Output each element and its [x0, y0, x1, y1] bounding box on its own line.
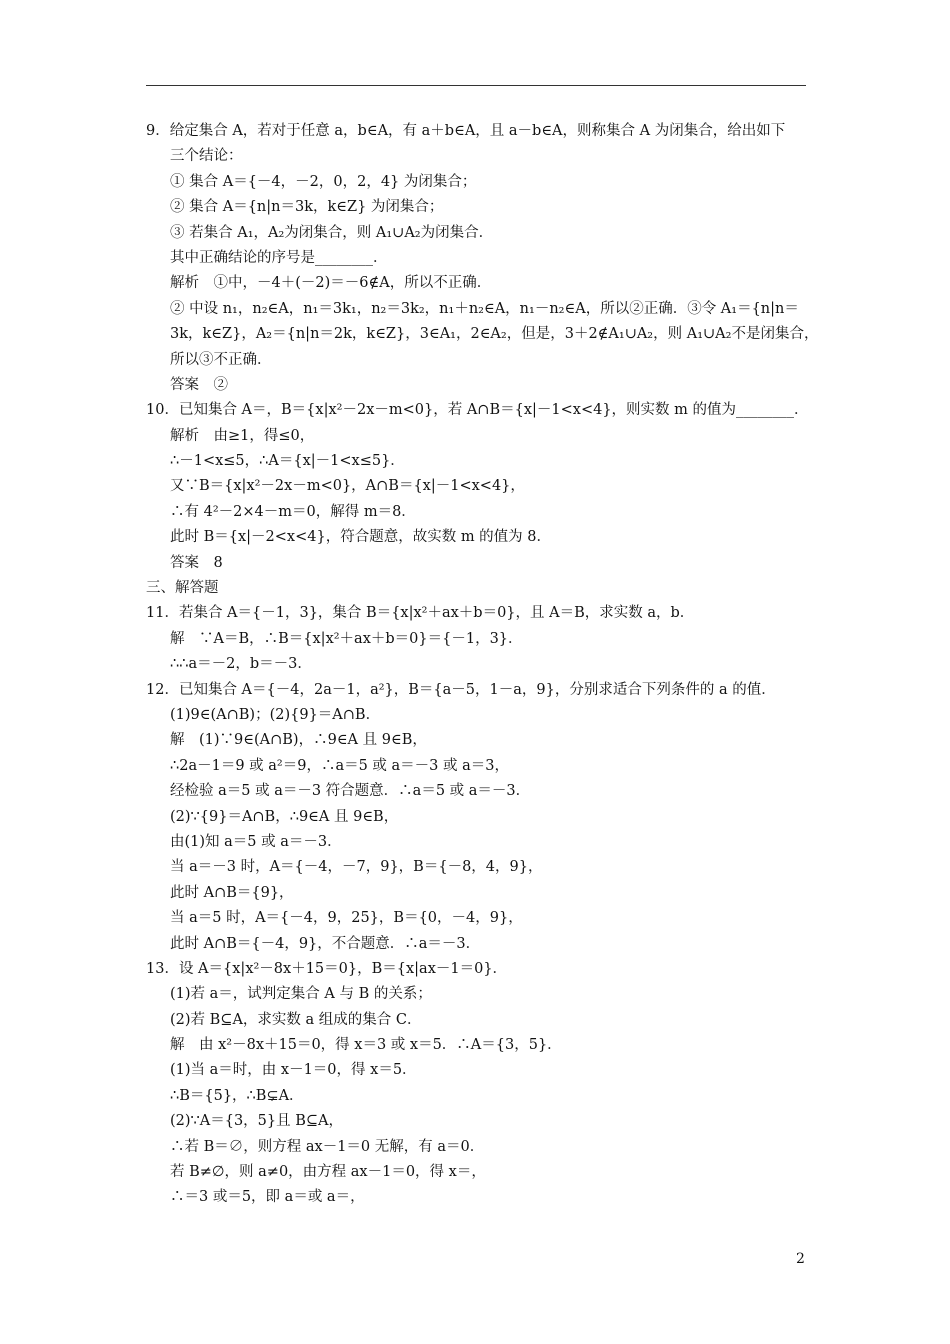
text-line: (1)9∈(A∩B)；(2){9}＝A∩B．: [170, 706, 381, 723]
text-line: ∴若 B＝∅，则方程 ax－1＝0 无解，有 a＝0．: [170, 1138, 485, 1155]
text-line: 3k，k∈Z}，A₂＝{n|n＝2k，k∈Z}，3∈A₁，2∈A₂，但是，3＋2∉A₁∪A₂，则 A₁∪A₂不是闭集合，: [170, 326, 819, 343]
page-number: 2: [796, 1251, 805, 1267]
text-line: ① 集合 A＝{－4，－2，0，2，4} 为闭集合；: [170, 173, 477, 190]
text-line: ② 中设 n₁，n₂∈A，n₁＝3k₁，n₂＝3k₂，n₁＋n₂∈A，n₁－n₂∈A，所以②正确．③令 A₁＝{n|n＝: [170, 300, 799, 317]
text-line: 又∵B＝{x|x²－2x－m<0}，A∩B＝{x|－1<x<4}，: [170, 478, 525, 495]
text-line: ∴有 4²－2×4－m＝0，解得 m＝8．: [170, 503, 416, 520]
text-line: 解 ∵A＝B，∴B＝{x|x²＋ax＋b＝0}＝{－1，3}．: [170, 630, 523, 647]
text-line: 解 由 x²－8x＋15＝0，得 x＝3 或 x＝5．∴A＝{3，5}．: [170, 1037, 562, 1054]
text-line: (2)若 B⊆A，求实数 a 组成的集合 C．: [170, 1011, 422, 1028]
text-line: 三个结论：: [170, 148, 243, 165]
text-line: 解 (1)∵9∈(A∩B)，∴9∈A 且 9∈B，: [170, 732, 427, 749]
text-line: 当 a＝5 时，A＝{－4，9，25}，B＝{0，－4，9}，: [170, 910, 523, 927]
text-line: 若 B≠∅，则 a≠0，由方程 ax－1＝0，得 x＝，: [170, 1164, 486, 1181]
text-line: 其中正确结论的序号是________．: [170, 249, 388, 266]
text-line: ∴∴a＝－2，b＝－3．: [170, 656, 312, 673]
text-line: ② 集合 A＝{n|n＝3k，k∈Z} 为闭集合；: [170, 199, 444, 216]
header-rule: [146, 85, 806, 86]
text-line: 此时 A∩B＝{－4，9}，不合题意．∴a＝－3．: [170, 935, 481, 952]
text-line: 解析 由≥1，得≤0，: [170, 427, 315, 444]
text-line: 当 a＝－3 时，A＝{－4，－7，9}，B＝{－8，4，9}，: [170, 859, 543, 876]
text-line: 三、解答题: [146, 580, 219, 597]
text-line: ∴2a－1＝9 或 a²＝9，∴a＝5 或 a＝－3 或 a＝3，: [170, 757, 509, 774]
text-line: 答案 ②: [170, 376, 228, 393]
text-line: 10．已知集合 A＝，B＝{x|x²－2x－m<0}，若 A∩B＝{x|－1<x<4}，则实数 m 的值为________．: [146, 402, 809, 419]
text-line: (1)若 a＝，试判定集合 A 与 B 的关系；: [170, 986, 432, 1003]
text-line: 此时 A∩B＝{9}，: [170, 884, 294, 901]
text-line: (2)∵{9}＝A∩B，∴9∈A 且 9∈B，: [170, 808, 399, 825]
text-line: ∴B＝{5}，∴B⊊A．: [170, 1087, 304, 1104]
text-line: 11．若集合 A＝{－1，3}，集合 B＝{x|x²＋ax＋b＝0}，且 A＝B，求实数 a，b．: [146, 605, 695, 622]
text-line: 13．设 A＝{x|x²－8x＋15＝0}，B＝{x|ax－1＝0}．: [146, 960, 508, 977]
text-line: (2)∵A＝{3，5}且 B⊆A，: [170, 1113, 344, 1130]
text-line: 此时 B＝{x|－2<x<4}，符合题意，故实数 m 的值为 8．: [170, 529, 552, 546]
text-line: (1)当 a＝时，由 x－1＝0，得 x＝5．: [170, 1062, 417, 1079]
text-line: ∴＝3 或＝5，即 a＝或 a＝，: [170, 1189, 365, 1206]
text-line: ③ 若集合 A₁，A₂为闭集合，则 A₁∪A₂为闭集合．: [170, 224, 494, 241]
text-line: 答案 8: [170, 554, 223, 571]
document-body: [146, 119, 819, 1211]
text-line: 由(1)知 a＝5 或 a＝－3．: [170, 833, 342, 850]
text-line: ∴－1<x≤5，∴A＝{x|－1<x≤5}．: [170, 453, 405, 470]
text-line: 12．已知集合 A＝{－4，2a－1，a²}，B＝{a－5，1－a，9}，分别求适合下列条件的 a 的值．: [146, 681, 776, 698]
text-line: 9．给定集合 A，若对于任意 a，b∈A，有 a＋b∈A，且 a－b∈A，则称集合 A 为闭集合，给出如下: [146, 123, 786, 139]
text-line: 经检验 a＝5 或 a＝－3 符合题意．∴a＝5 或 a＝－3．: [170, 783, 531, 800]
text-line: 所以③不正确．: [170, 351, 272, 368]
text-line: 解析 ①中，－4＋(－2)＝－6∉A，所以不正确．: [170, 275, 492, 292]
